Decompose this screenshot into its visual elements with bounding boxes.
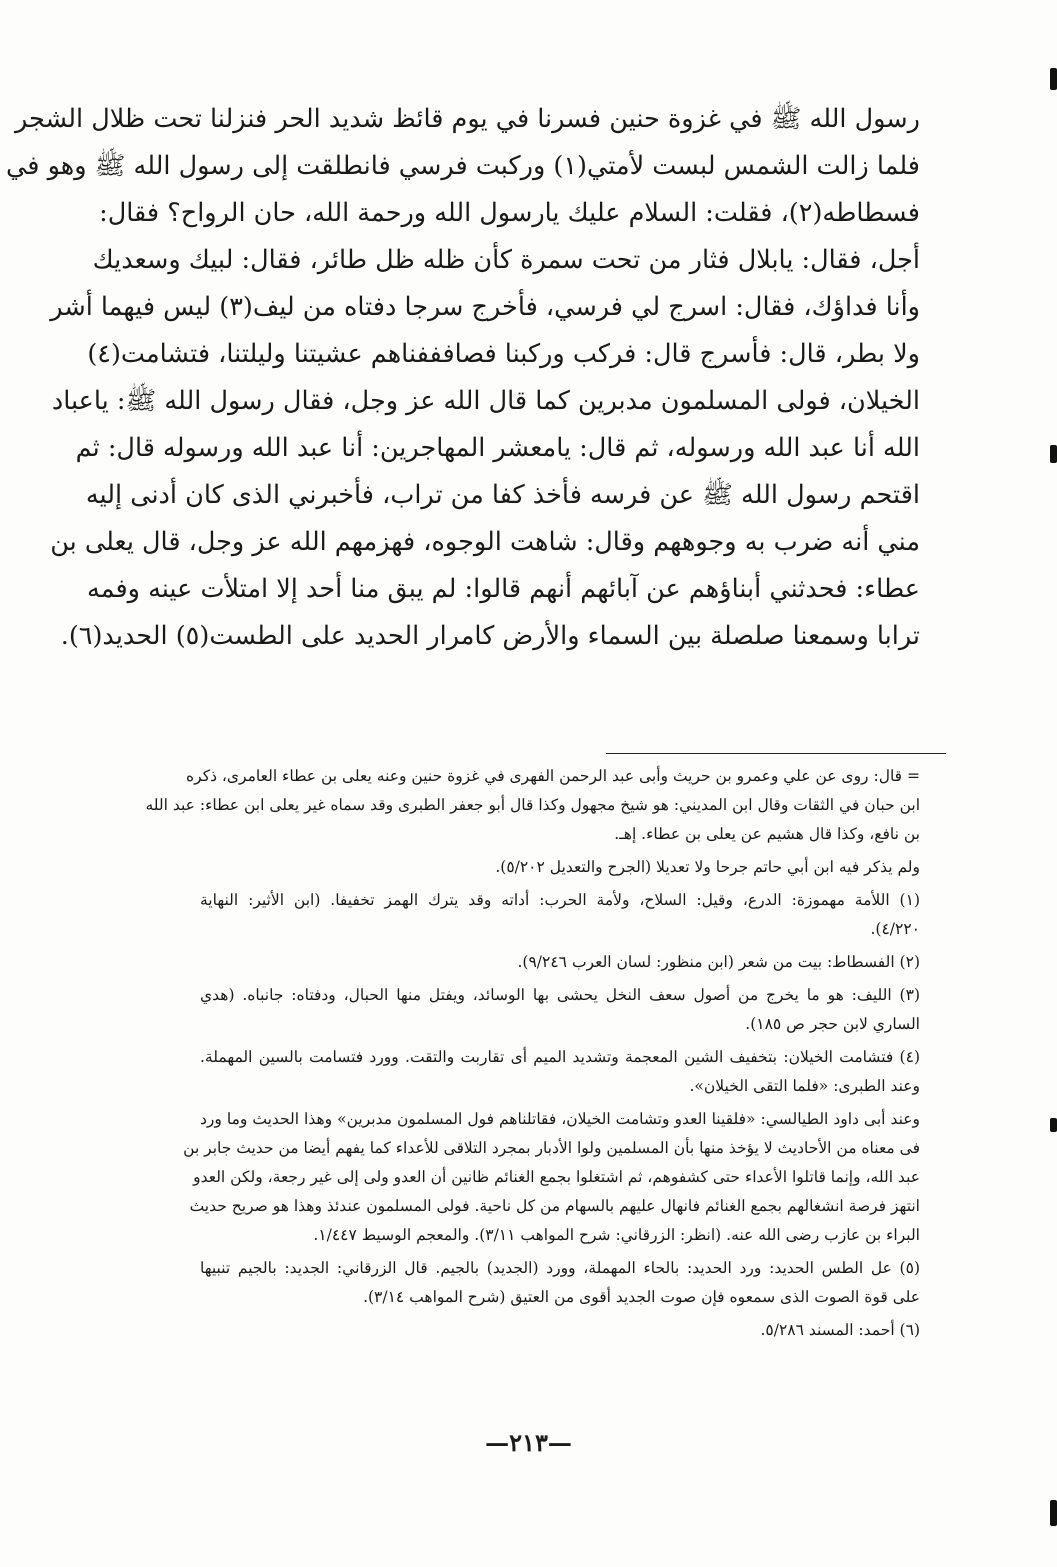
main-text-line: ترابا وسمعنا صلصلة بين السماء والأرض كامرار الحديد على الطست(٥) الحديد(٦). [60, 621, 920, 651]
footnote-line: فى معناه من الأحاديث لا يؤخذ منها بأن المسلمين ولوا الأدبار بمجرد التلاقى للأعداء كما يفهم أيضا من حديث جابر بن [183, 1139, 920, 1157]
footnote-line: وعند الطبرى: «فلما التقى الخيلان». [689, 1077, 920, 1095]
footnote-line: (٥) عل الطس الحديد: ورد الحديد: بالحاء المهملة، وورد (الجديد) بالجيم. قال الزرقاني: الجديد: بالجيم تنبيها [200, 1259, 920, 1277]
footnote-separator [606, 753, 946, 754]
footnote-line: (٣) الليف: هو ما يخرج من أصول سعف النخل يحشى بها الوسائد، ويفتل منها الحبال، ودفتاه: جانباه. (هدي [200, 986, 920, 1004]
footnote-line: (٢) الفسطاط: بيت من شعر (ابن منظور: لسان العرب ٩/٢٤٦). [517, 953, 920, 971]
scan-edge-mark [1050, 1500, 1057, 1526]
footnote-line: (٤) فتشامت الخيلان: بتخفيف الشين المعجمة وتشديد الميم أى تقاربت والتقت. وورد فتسامت بالسين المهملة. [200, 1048, 920, 1066]
footnote-6 [200, 1316, 920, 1345]
footnote-1 [200, 886, 920, 944]
footnote-line: = قال: روى عن علي وعمرو بن حريث وأبى عبد الرحمن الفهرى في غزوة حنين وعنه يعلى بن عطاء العامرى، ذكره [186, 767, 920, 785]
main-text-line: اقتحم رسول الله ﷺ عن فرسه فأخذ كفا من تراب، فأخبرني الذى كان أدنى إليه [85, 480, 920, 510]
footnote-continuation [145, 762, 920, 849]
scan-edge-mark [1050, 1118, 1057, 1132]
footnote-line: ابن حبان في الثقات وقال ابن المديني: هو شيخ مجهول وكذا قال أبو جعفر الطبرى وقد سماه غير يعلى ابن عطاء: عبد الله [145, 796, 920, 814]
footnote-line: (١) اللأمة مهموزة: الدرع، وقيل: السلاح، ولأمة الحرب: أداته وقد يترك الهمز تخفيفا. (ابن الأثير: النهاية [200, 891, 920, 909]
footnote-4-continued [183, 1105, 920, 1250]
footnote-line: بن نافع، وكذا قال هشيم عن يعلى بن عطاء. إهـ. [614, 825, 920, 843]
main-text-line: مني أنه ضرب به وجوههم وقال: شاهت الوجوه، فهزمهم الله عز وجل، قال يعلى بن [50, 527, 920, 557]
footnote-line: ٤/٢٢٠). [870, 920, 920, 938]
footnote-line: ولم يذكر فيه ابن أبي حاتم جرحا ولا تعديلا (الجرح والتعديل ٥/٢٠٢). [495, 858, 920, 876]
footnote-line: البراء بن عازب رضى الله عنه. (انظر: الزرقاني: شرح المواهب ٣/١١). والمعجم الوسيط ١/٤٤٧. [313, 1226, 920, 1244]
main-text-line: رسول الله ﷺ في غزوة حنين فسرنا في يوم قائظ شديد الحر فنزلنا تحت ظلال الشجر [14, 104, 920, 134]
footnote-line: وعند أبى داود الطيالسي: «فلقينا العدو وتشامت الخيلان، فقاتلناهم فول المسلمون مدبرين» وهذا الحديث وما ورد [200, 1110, 920, 1128]
main-text-line: فسطاطه(٢)، فقلت: السلام عليك يارسول الله ورحمة الله، حان الرواح؟ فقال: [99, 198, 920, 228]
footnote-line: على قوة الصوت الذى سمعوه فإن صوت الجديد أقوى من العتيق (شرح المواهب ٣/١٤). [363, 1288, 920, 1306]
footnote-note [200, 853, 920, 882]
main-text-line: أجل، فقال: يابلال فثار من تحت سمرة كأن ظله ظل طائر، فقال: لبيك وسعديك [92, 245, 920, 275]
footnote-2 [200, 948, 920, 977]
page-number: —٢١٣— [485, 1428, 572, 1457]
footnote-line: الساري لابن حجر ص ١٨٥). [745, 1015, 920, 1033]
main-text-line: الله أنا عبد الله ورسوله، ثم قال: يامعشر المهاجرين: أنا عبد الله ورسوله قال: ثم [75, 433, 920, 463]
main-text-line: الخيلان، فولى المسلمون مدبرين كما قال الله عز وجل، فقال رسول الله ﷺ: ياعباد [51, 386, 920, 416]
footnotes-block [145, 762, 920, 1349]
footnote-line: عبد الله، وإنما قاتلوا الأعداء حتى كشفوهم، ثم اشتغلوا بجمع الغنائم ظانين أن العدو ولى إلى غير رجعة، ولكن العدو [193, 1168, 920, 1186]
main-text-line: ولا بطر، قال: فأسرج قال: فركب وركبنا فصافففناهم عشيتنا وليلتنا، فتشامت(٤) [87, 339, 920, 369]
scan-edge-mark [1050, 68, 1057, 90]
main-text-line: وأنا فداؤك، فقال: اسرج لي فرسي، فأخرج سرجا دفتاه من ليف(٣) ليس فيهما أشر [50, 292, 920, 322]
footnote-5 [200, 1254, 920, 1312]
footnote-3 [200, 981, 920, 1039]
main-text-line: عطاء: فحدثني أبناؤهم عن آبائهم أنهم قالوا: لم يبق منا أحد إلا امتلأت عينه وفمه [87, 574, 920, 604]
main-text-block [6, 96, 920, 660]
main-text-line: فلما زالت الشمس لبست لأمتي(١) وركبت فرسي فانطلقت إلى رسول الله ﷺ وهو في [6, 151, 920, 181]
footnote-line: (٦) أحمد: المسند ٥/٢٨٦. [760, 1321, 920, 1339]
scan-edge-mark [1050, 445, 1057, 463]
footnote-line: انتهز فرصة انشغالهم بجمع الغنائم فانهال عليهم بالسهام من كل ناحية. فولى المسلمون عندئذ وهذا هو صريح حديث [189, 1197, 920, 1215]
footnote-4 [200, 1043, 920, 1101]
